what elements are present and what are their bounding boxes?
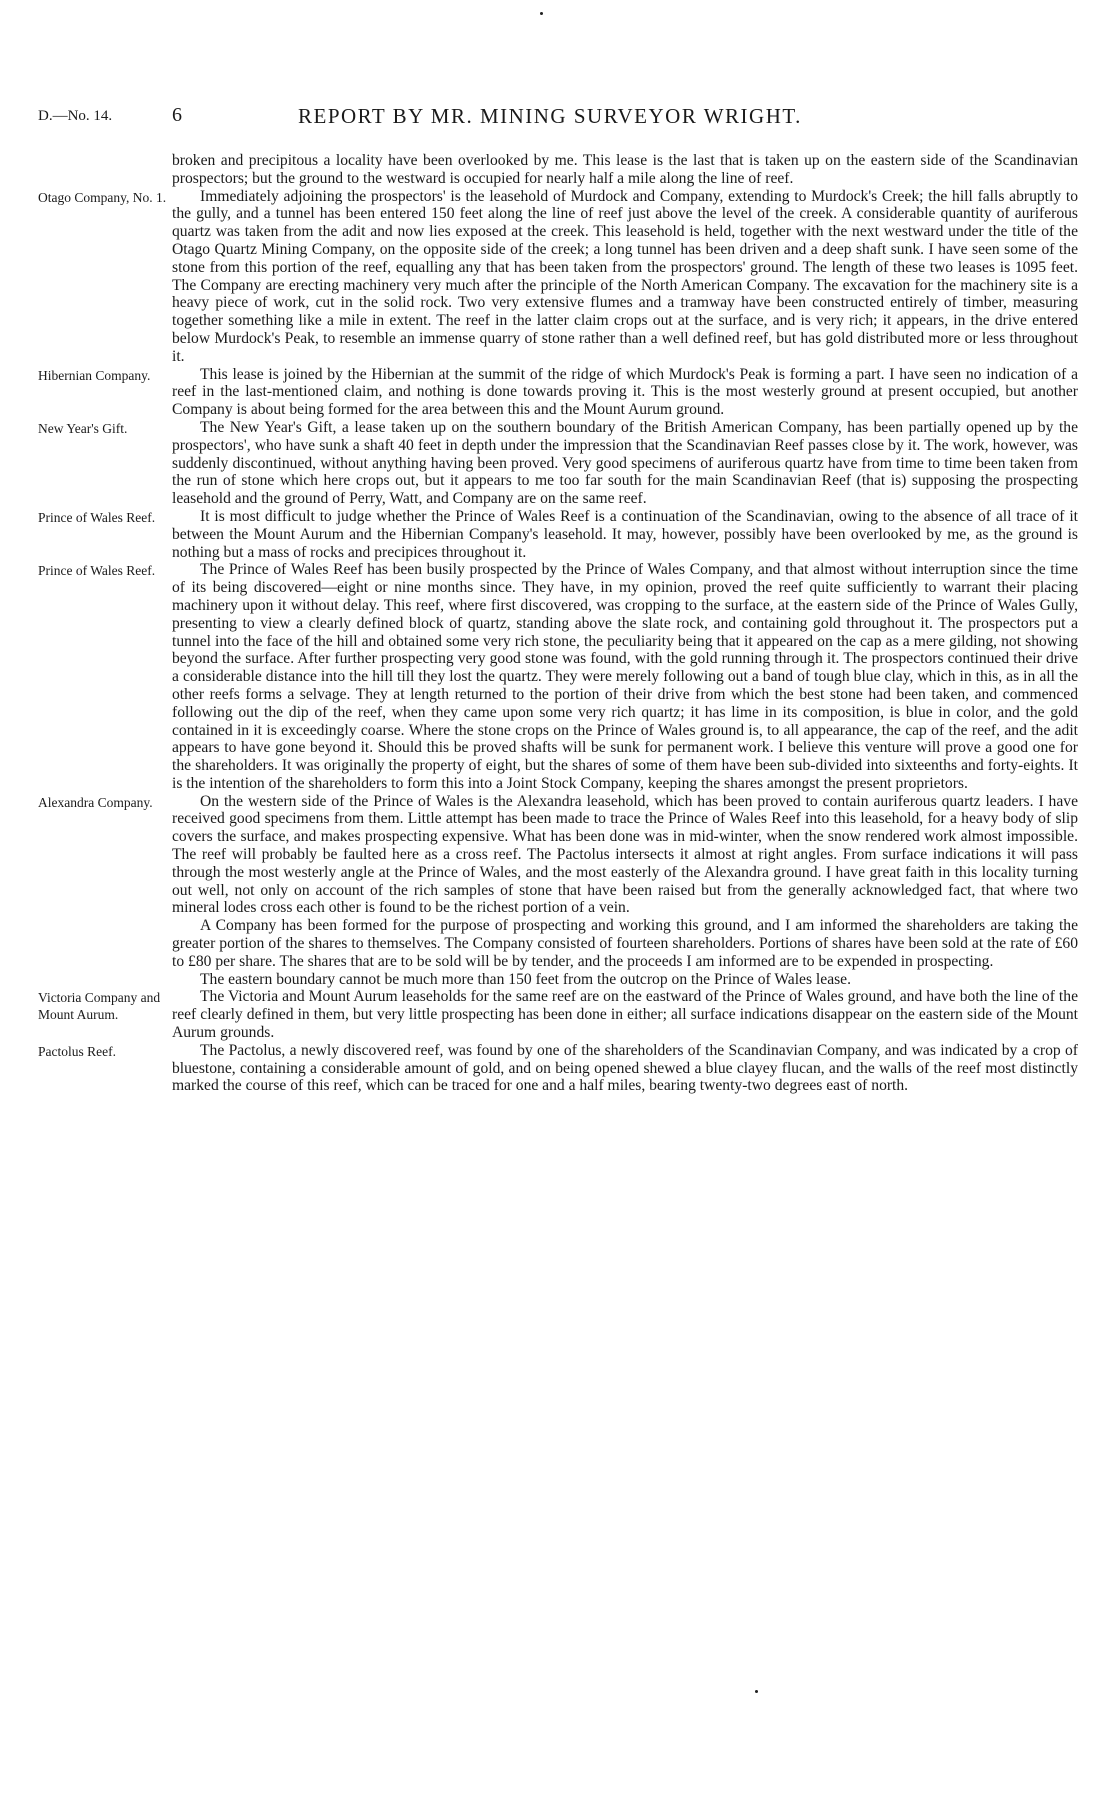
margin-note: Victoria Company and Mount Aurum.	[38, 990, 161, 1023]
paragraph: The Victoria and Mount Aurum leaseholds for the same reef are on the eastward of the Prince of Wales ground, and have both the line of the reef clearly defined in them, but very little prospecting has been done in either; all surface indications disappear on the eastern side of the Mount Aurum grounds.	[172, 988, 1078, 1042]
paragraph-block	[38, 366, 1078, 419]
scan-speck	[540, 12, 543, 15]
margin-note: Prince of Wales Reef.	[38, 509, 156, 525]
margin-note: Prince of Wales Reef.	[38, 563, 156, 579]
paragraph-block	[38, 188, 1078, 366]
margin-note	[38, 971, 172, 989]
page-number: 6	[172, 104, 182, 126]
paragraph-block	[38, 793, 1078, 918]
paragraph-block	[38, 917, 1078, 970]
report-body	[38, 152, 1078, 1095]
margin-note: Hibernian Company.	[38, 367, 151, 383]
page-header	[38, 102, 1078, 132]
document-reference: D.—No. 14.	[38, 108, 113, 124]
scan-speck	[755, 1690, 758, 1693]
margin-note: Otago Company, No. 1.	[38, 189, 167, 205]
paragraph: The eastern boundary cannot be much more than 150 feet from the outcrop on the Prince of Wales lease.	[200, 970, 852, 988]
paragraph-block	[38, 988, 1078, 1041]
paragraph-block	[38, 1042, 1078, 1095]
paragraph-block	[38, 971, 1078, 989]
paragraph-block	[38, 561, 1078, 792]
margin-note	[38, 917, 172, 970]
paragraph: The New Year's Gift, a lease taken up on the southern boundary of the British American Company, has been partially opened up by the prospectors', who have sunk a shaft 40 feet in depth under the impression that the Scandinavian Reef passes close by it. The work, however, was suddenly discontinued, without anything having been proved. Very good specimens of auriferous quartz have from time to time been taken from the run of stone which here crops out, but it appears to me too far south for the main Scandinavian Reef (that is) supposing the prospecting leasehold and the ground of Perry, Watt, and Company are on the same reef.	[172, 418, 1078, 508]
paragraph: A Company has been formed for the purpose of prospecting and working this ground, and I am informed the shareholders are taking the greater portion of the shares to themselves. The Company consisted of fourteen shareholders. Portions of shares have been sold at the rate of £60 to £80 per share. The shares that are to be sold will be by tender, and the proceeds I am informed are to be expended in prospecting.	[172, 917, 1078, 970]
paragraph: Immediately adjoining the prospectors' is the leasehold of Murdock and Company, extending to Murdock's Creek; the hill falls abruptly to the gully, and a tunnel has been entered 150 feet along the line of reef just above the level of the creek. A considerable quantity of auriferous quartz was taken from the adit and now lies exposed at the creek. This leasehold is held, together with the next westward under the title of the Otago Quartz Mining Company, on the opposite side of the creek; a long tunnel has been driven and a deep shaft sunk. I have seen some of the stone from this portion of the reef, equalling any that has been taken from the prospectors' ground. The length of these two leases is 1095 feet. The Company are erecting machinery very much after the principle of the North American Company. The excavation for the machinery site is a heavy piece of work, cut in the solid rock. Two very extensive flumes and a tramway have been constructed entirely of timber, measuring together something like a mile in extent. The reef in the latter claim crops out at the surface, and is very rich; it appears, in the drive entered below Murdock's Peak, to resemble an immense quarry of stone rather than a well defined reef, but has gold distributed more or less throughout it.	[172, 187, 1078, 365]
paragraph-block	[38, 508, 1078, 561]
paragraph: broken and precipitous a locality have been overlooked by me. This lease is the last that is taken up on the eastern side of the Scandinavian prospectors; but the ground to the westward is occupied for nearly half a mile along the line of reef.	[172, 152, 1078, 187]
margin-note: Pactolus Reef.	[38, 1043, 116, 1059]
margin-note	[38, 152, 172, 188]
paragraph: This lease is joined by the Hibernian at the summit of the ridge of which Murdock's Peak is forming a part. I have seen no indication of a reef in the last-mentioned claim, and nothing is done towards proving it. This is the most westerly ground at present occupied, but another Company is about being formed for the area between this and the Mount Aurum ground.	[172, 365, 1078, 419]
paragraph: The Pactolus, a newly discovered reef, was found by one of the shareholders of the Scandinavian Company, and was indicated by a crop of bluestone, containing a considerable amount of gold, and on being opened shewed a blue clayey flucan, and the walls of the reef most distinctly marked the course of this reef, which can be traced for one and a half miles, bearing twenty-two degrees east of north.	[172, 1041, 1078, 1095]
paragraph-block	[38, 419, 1078, 508]
paragraph: It is most difficult to judge whether the Prince of Wales Reef is a continuation of the Scandinavian, owing to the absence of all trace of it between the Mount Aurum and the Hibernian Company's leasehold. It may, however, possibly have been overlooked by me, as the ground is nothing but a mass of rocks and precipices throughout it.	[172, 507, 1078, 561]
margin-note: New Year's Gift.	[38, 420, 128, 436]
paragraph: On the western side of the Prince of Wales is the Alexandra leasehold, which has been proved to contain auriferous quartz leaders. I have received good specimens from them. Little attempt has been made to trace the Prince of Wales Reef into this leasehold, for a heavy body of slip covers the surface, and makes prospecting expensive. What has been done was in mid-winter, when the snow rendered work almost impossible. The reef will probably be faulted here as a cross reef. The Pactolus intersects it almost at right angles. From surface indications it will pass through the most westerly angle at the Prince of Wales, and the most easterly of the Alexandra ground. I have great faith in this locality turning out well, not only on account of the rich samples of stone that have been raised but from the generally acknowledged fact, that where two mineral lodes cross each other is found to be the richest portion of a vein.	[172, 792, 1078, 917]
page-title: REPORT BY MR. MINING SURVEYOR WRIGHT.	[298, 104, 802, 128]
margin-note: Alexandra Company.	[38, 794, 153, 810]
paragraph-block	[38, 152, 1078, 188]
paragraph: The Prince of Wales Reef has been busily prospected by the Prince of Wales Company, and that almost without interruption since the time of its being discovered—eight or nine months since. They have, in my opinion, proved the reef quite sufficiently to warrant their placing machinery upon it without delay. This reef, where first discovered, was cropping to the surface, at the eastern side of the Prince of Wales Gully, presenting to view a clearly defined block of quartz, standing above the slate rock, and containing gold throughout it. The prospectors put a tunnel into the face of the hill and obtained some very rich stone, the peculiarity being that it appeared on the cap as a mere gilding, not showing beyond the surface. After further prospecting very good stone was found, with the gold running through it. The prospectors continued their drive a considerable distance into the hill till they lost the quartz. They were merely following out a band of tough blue clay, which in this, as in all the other reefs forms a selvage. They at length returned to the portion of their drive from which the best stone had been taken, and commenced following out the dip of the reef, when they came upon some very rich quartz; it has lime in its composition, is blue in color, and the gold contained in it is exceedingly coarse. Where the stone crops on the Prince of Wales ground is, to all appearance, the cap of the reef, and the adit appears to have gone beyond it. Should this be proved shafts will be sunk for permanent work. I believe this venture will prove a good one for the shareholders. It was originally the property of eight, but the shares of some of them have been sub-divided into sixteenths and forty-eights. It is the intention of the shareholders to form this into a Joint Stock Company, keeping the shares amongst the present proprietors.	[172, 561, 1078, 792]
